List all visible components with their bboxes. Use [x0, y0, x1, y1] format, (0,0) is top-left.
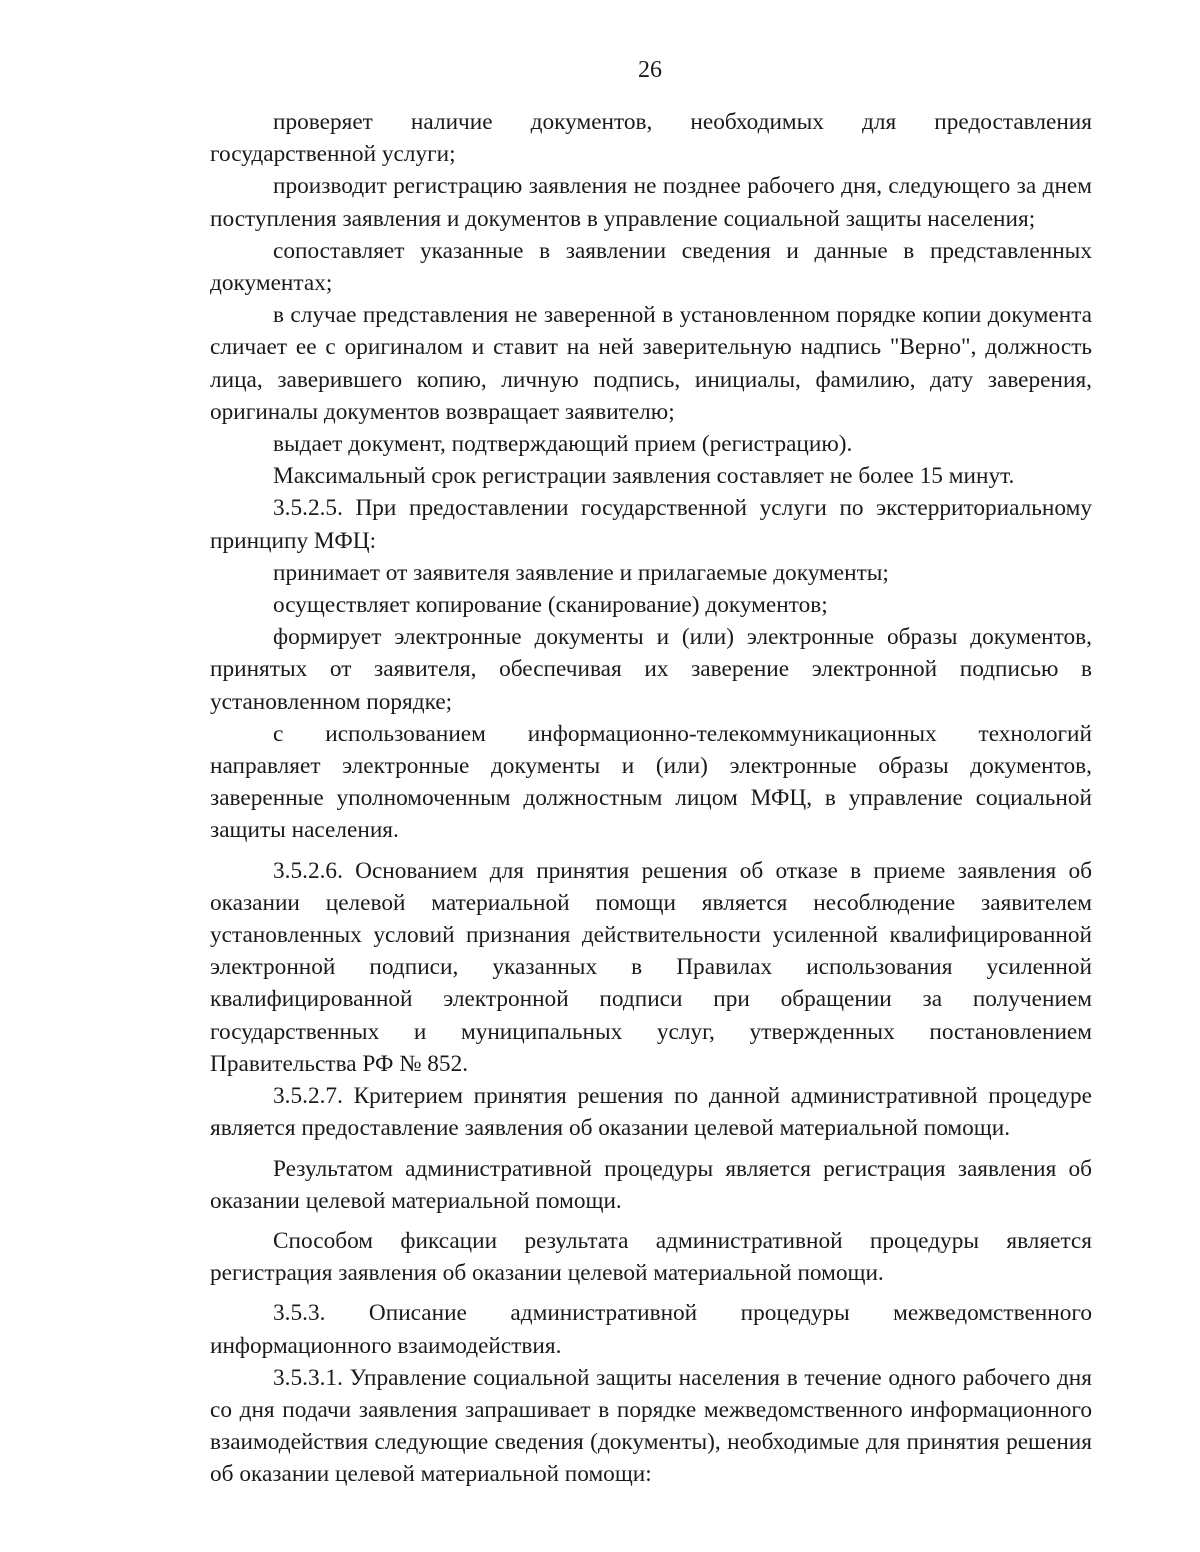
- paragraph-3-5-3-1: 3.5.3.1. Управление социальной защиты населения в течение одного рабочего дня со дня подачи заявления запрашивает в порядке межведомственного информационного взаимодействия следующие сведения (документы), необходимые для принятия решения об оказании целевой материальной помощи:: [210, 1364, 1092, 1488]
- paragraph-3-5-3: 3.5.3. Описание административной процедуры межведомственного информационного взаимодействия.: [210, 1300, 1092, 1359]
- page-number: [0, 56, 1200, 84]
- paragraph-max-time: Максимальный срок регистрации заявления составляет не более 15 минут.: [273, 463, 1015, 490]
- paragraph-3-5-2-7: 3.5.2.7. Критерием принятия решения по данной административной процедуре является предоставление заявления об оказании целевой материальной помощи.: [210, 1083, 1092, 1142]
- paragraph-3-5-2-5: 3.5.2.5. При предоставлении государственной услуги по экстерриториальному принципу МФЦ:: [210, 495, 1092, 554]
- paragraph-issue-receipt: выдает документ, подтверждающий прием (регистрацию).: [273, 431, 853, 458]
- paragraph-check-documents: проверяет наличие документов, необходимых для предоставления государственной услуги;: [210, 109, 1092, 168]
- paragraph-accept-application: принимает от заявителя заявление и прилагаемые документы;: [273, 559, 889, 586]
- paragraph-registration: производит регистрацию заявления не позднее рабочего дня, следующего за днем поступления заявления и документов в управление социальной защиты населения;: [210, 173, 1092, 232]
- paragraph-fixation: Способом фиксации результата административной процедуры является регистрация заявления об оказании целевой материальной помощи.: [210, 1227, 1092, 1287]
- page-number-text: 26: [638, 57, 662, 83]
- paragraph-copy-verification: в случае представления не заверенной в установленном порядке копии документа сличает ее с оригиналом и ставит на ней заверительную надпись "Верно", должность лица, заверившего копию, личную подпись, инициалы, фамилию, дату заверения, оригиналы документов возвращает заявителю;: [210, 302, 1092, 425]
- paragraph-compare-data: сопоставляет указанные в заявлении сведения и данные в представленных документах;: [210, 237, 1092, 297]
- paragraph-3-5-2-6: 3.5.2.6. Основанием для принятия решения об отказе в приеме заявления об оказании целевой материальной помощи является несоблюдение заявителем установленных условий признания действительности усиленной квалифицированной электронной подписи, указанных в Правилах использования усиленной квалифицированной электронной подписи при обращении за получением государственных и муниципальных услуг, утвержденных постановлением Правительства РФ № 852.: [210, 857, 1092, 1077]
- document-body: [210, 106, 1092, 1491]
- paragraph-send-documents: с использованием информационно-телекоммуникационных технологий направляет электронные документы и (или) электронные образы документов, заверенные уполномоченным должностным лицом МФЦ, в управление социальной защиты населения.: [210, 720, 1092, 844]
- paragraph-result: Результатом административной процедуры является регистрация заявления об оказании целевой материальной помощи.: [210, 1155, 1092, 1214]
- paragraph-electronic-documents: формирует электронные документы и (или) электронные образы документов, принятых от заявителя, обеспечивая их заверение электронной подписью в установленном порядке;: [210, 624, 1092, 715]
- paragraph-copying: осуществляет копирование (сканирование) документов;: [273, 592, 828, 619]
